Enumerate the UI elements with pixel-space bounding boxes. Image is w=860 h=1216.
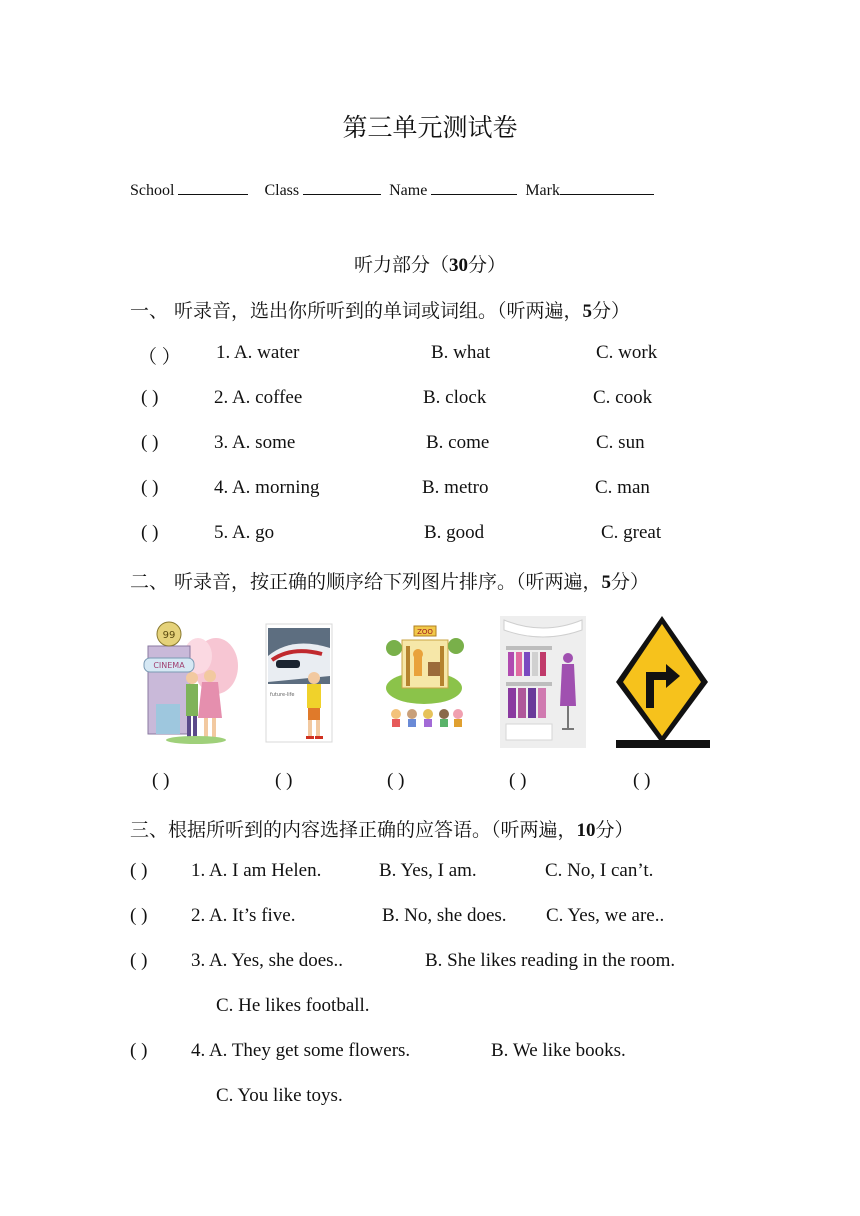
s3-q4-paren[interactable]: ( ) (130, 1040, 148, 1061)
cinema-couple-picture (136, 616, 238, 748)
s1-q4-option-c: C. man (595, 477, 650, 498)
listening-title (0, 250, 860, 277)
s1-q2-option-a: 2. A. coffee (214, 387, 303, 408)
s2-paren-3[interactable]: ( ) (387, 770, 405, 791)
s1-q3-option-c: C. sun (596, 432, 645, 453)
s3-q3-option-a: 3. A. Yes, she does.. (191, 950, 344, 971)
info-line (130, 180, 658, 200)
s3-q3-option-b: B. She likes reading in the room. (425, 950, 676, 971)
s3-q1-paren[interactable]: ( ) (130, 860, 148, 881)
section3-heading-tail: 分） (595, 819, 634, 841)
section2-heading-text: 二、 听录音，按正确的顺序给下列图片排序。（听两遍， (130, 571, 602, 593)
mark-blank[interactable] (560, 180, 654, 195)
mark-label: Mark (525, 182, 560, 199)
section1-heading (130, 296, 630, 323)
name-blank[interactable] (431, 180, 517, 195)
class-label: Class (264, 182, 300, 199)
section1-heading-text: 一、 听录音，选出你所听到的单词或词组。（听两遍， (130, 300, 583, 322)
school-blank[interactable] (178, 180, 248, 195)
listening-title-text: 听力部分（ (353, 254, 449, 276)
s1-q5-option-c: C. great (601, 522, 662, 543)
s1-q2-paren[interactable]: ( ) (141, 387, 159, 408)
s2-paren-2[interactable]: ( ) (275, 770, 293, 791)
s3-q2-option-c: C. Yes, we are.. (546, 905, 665, 926)
section3-score: 10 (576, 820, 596, 841)
metro-train-picture (262, 616, 336, 748)
s2-paren-4[interactable]: ( ) (509, 770, 527, 791)
section2-heading-tail: 分） (611, 571, 650, 593)
name-label: Name (389, 182, 428, 199)
s3-q1-option-c: C. No, I can’t. (545, 860, 654, 881)
s3-q2-option-a: 2. A. It’s five. (191, 905, 296, 926)
s1-q3-option-a: 3. A. some (214, 432, 296, 453)
s1-q4-option-b: B. metro (422, 477, 489, 498)
s1-q5-option-a: 5. A. go (214, 522, 275, 543)
listening-title-score: 30 (449, 255, 468, 276)
section1-score: 5 (582, 301, 593, 322)
section3-heading (130, 815, 634, 842)
turn-right-sign-picture (616, 616, 710, 748)
listening-title-tail: 分） (468, 254, 507, 276)
s3-q2-option-b: B. No, she does. (382, 905, 507, 926)
cinema-badge-text: 99 (162, 630, 176, 641)
metro-caption: future-life (270, 692, 295, 698)
school-label: School (130, 182, 175, 199)
s3-q1-option-b: B. Yes, I am. (379, 860, 477, 881)
zoo-picture (384, 616, 466, 748)
zoo-sign-text: ZOO (417, 628, 433, 636)
s3-q2-paren[interactable]: ( ) (130, 905, 148, 926)
s2-paren-1[interactable]: ( ) (152, 770, 170, 791)
section3-heading-text: 三、根据所听到的内容选择正确的应答语。（听两遍， (130, 819, 577, 841)
s3-q4-option-a: 4. A. They get some flowers. (191, 1040, 411, 1061)
class-blank[interactable] (303, 180, 381, 195)
s1-q5-paren[interactable]: ( ) (141, 522, 159, 543)
s1-q1-option-c: C. work (596, 342, 658, 363)
s1-q2-option-c: C. cook (593, 387, 653, 408)
s3-q4-option-c: C. You like toys. (216, 1085, 343, 1106)
cinema-sign-text: CINEMA (153, 661, 185, 670)
s1-q3-option-b: B. come (426, 432, 490, 453)
s1-q1-option-a: 1. A. water (216, 342, 300, 363)
section2-score: 5 (601, 572, 612, 593)
s1-q3-paren[interactable]: ( ) (141, 432, 159, 453)
s1-q4-paren[interactable]: ( ) (141, 477, 159, 498)
section1-heading-tail: 分） (592, 300, 631, 322)
clothes-shop-picture (500, 616, 586, 748)
section2-heading (130, 567, 649, 594)
s1-q1-paren[interactable]: （ ） (138, 347, 181, 368)
s3-q3-paren[interactable]: ( ) (130, 950, 148, 971)
page-title: 第三单元测试卷 (342, 113, 518, 142)
s3-q1-option-a: 1. A. I am Helen. (191, 860, 322, 881)
s1-q4-option-a: 4. A. morning (214, 477, 320, 498)
s1-q2-option-b: B. clock (423, 387, 487, 408)
s3-q4-option-b: B. We like books. (491, 1040, 626, 1061)
s3-q3-option-c: C. He likes football. (216, 995, 370, 1016)
s1-q1-option-b: B. what (431, 342, 491, 363)
s1-q5-option-b: B. good (424, 522, 485, 543)
s2-paren-5[interactable]: ( ) (633, 770, 651, 791)
